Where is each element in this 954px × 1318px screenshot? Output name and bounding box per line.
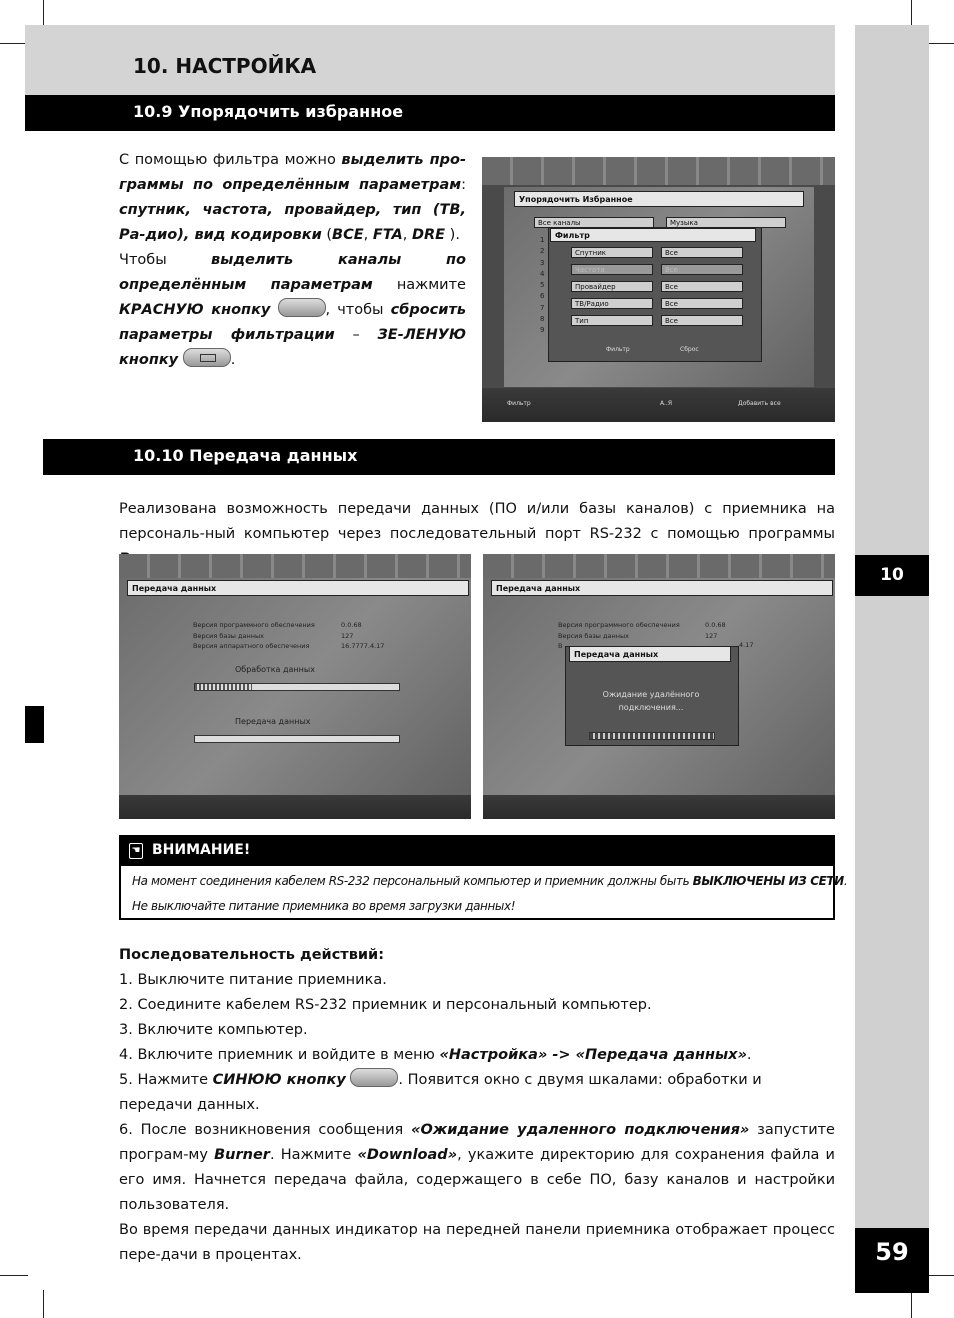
bottom-label-filter: Фильтр — [507, 400, 531, 407]
step-3: 3. Включите компьютер. — [119, 1022, 308, 1038]
chapter-title: 10. НАСТРОЙКА — [133, 54, 317, 78]
section-heading-10-9: 10.9 Упорядочить избранное — [25, 95, 835, 131]
filter-label-satellite: Спутник — [571, 247, 653, 258]
crop-mark — [0, 1275, 28, 1276]
page-number: 59 — [855, 1228, 929, 1293]
waiting-dialog-title: Передача данных — [569, 646, 731, 662]
crop-mark — [926, 43, 954, 44]
step-1: 1. Выключите питание приемника. — [119, 972, 387, 988]
filter-value-satellite: Все — [661, 247, 743, 258]
version-labels: Версия программного обеспечения Версия базы данных Версия аппаратного обеспечения — [193, 621, 315, 650]
filter-value-provider: Все — [661, 281, 743, 292]
side-marker — [25, 706, 44, 743]
right-list-title: Музыка — [666, 217, 786, 228]
version-values: 0.0.68 127 — [705, 621, 726, 640]
notice-heading-bar — [119, 835, 835, 866]
step-5: 5. Нажмите СИНЮЮ кнопку . Появится окно с двумя шкалами: обработки и передачи данных. — [119, 1068, 835, 1118]
section-9-paragraph-1: С помощью фильтра можно выделить про-граммы по определённым параметрам: спутник, частота, провайдер, тип (ТВ, Ра-дио), вид кодировки (ВСЕ, FTA, DRE ). — [119, 152, 466, 243]
steps-title: Последовательность действий: — [119, 947, 385, 963]
bottom-label-add-all: Добавить все — [738, 400, 781, 407]
version-labels: Версия программного обеспечения Версия базы данных В — [558, 621, 680, 650]
section-heading-10-10: 10.10 Передача данных — [43, 439, 835, 475]
section-10-intro: Реализована возможность передачи данных (ПО и/или базы каналов) с приемника на персональ-ный компьютер через последовательный порт RS-232 с помощью программы — [119, 501, 835, 542]
screen-bottom-bar — [119, 795, 471, 819]
bottom-label-az: A..Я — [660, 400, 672, 407]
filter-label-type: Тип — [571, 315, 653, 326]
hand-icon: ☚ — [129, 843, 143, 859]
processing-label: Обработка данных — [235, 665, 315, 674]
filter-button-filter: Фильтр — [606, 346, 630, 353]
filter-button-reset: Сброс — [680, 346, 699, 353]
version-value-hidden: 4.17 — [739, 641, 754, 649]
steps — [119, 943, 835, 1268]
version-values: 0.0.68 127 16.7777.4.17 — [341, 621, 385, 650]
data-transfer-screenshot-left — [119, 554, 471, 819]
screen-bottom-bar — [482, 388, 835, 422]
step-2: 2. Соедините кабелем RS-232 приемник и персональный компьютер. — [119, 997, 652, 1013]
green-button-icon — [183, 348, 231, 367]
crop-mark — [911, 0, 912, 28]
row-numbers: 1 2 3 4 5 6 7 8 9 — [540, 236, 545, 335]
processing-progress-bar — [194, 683, 400, 691]
waiting-dialog-message: Ожидание удалённого подключения... — [602, 690, 700, 712]
final-paragraph: Во время передачи данных индикатор на передней панели приемника отображает процесс пере-дачи в процентах. — [119, 1222, 835, 1263]
side-band — [855, 25, 929, 1293]
notice-line-2: Не выключайте питание приемника во время загрузки данных! — [132, 899, 516, 913]
filter-label-frequency: Частота — [571, 264, 653, 275]
menu-toolbar — [483, 554, 835, 578]
favourites-screenshot — [482, 157, 835, 422]
chapter-tab: 10 — [855, 555, 929, 596]
crop-mark — [43, 0, 44, 28]
filter-label-provider: Провайдер — [571, 281, 653, 292]
red-button-icon — [278, 298, 326, 317]
crop-mark — [43, 1290, 44, 1318]
screen-bottom-bar — [483, 795, 835, 819]
crop-mark — [926, 1275, 954, 1276]
filter-value-tvradio: Все — [661, 298, 743, 309]
data-transfer-screenshot-right — [483, 554, 835, 819]
filter-value-frequency: Все — [661, 264, 743, 275]
filter-value-type: Все — [661, 315, 743, 326]
filter-dialog-title: Фильтр — [550, 228, 756, 242]
crop-mark — [0, 43, 28, 44]
processing-progress-fill — [195, 684, 252, 690]
crop-mark — [911, 1290, 912, 1318]
section-9-paragraph-2: Чтобы выделить каналы по определённым параметрам нажмите КРАСНУЮ кнопку , чтобы сбросить параметры фильтрации – ЗЕ-ЛЕНУЮ кнопку . — [119, 252, 467, 368]
left-list-title: Все каналы — [534, 217, 654, 228]
waiting-progress-bar — [589, 732, 715, 740]
transfer-label: Передача данных — [235, 717, 311, 726]
transfer-progress-bar — [194, 735, 400, 743]
menu-toolbar — [119, 554, 471, 578]
blue-button-icon — [350, 1068, 398, 1087]
filter-label-tvradio: ТВ/Радио — [571, 298, 653, 309]
step-4: 4. Включите приемник и войдите в меню «Настройка» -> «Передача данных». — [119, 1047, 752, 1063]
screen-title: Передача данных — [127, 580, 469, 596]
notice-line-1: На момент соединения кабелем RS-232 персональный компьютер и приемник должны быть ВЫКЛЮЧЕНЫ ИЗ СЕТИ. — [132, 874, 848, 888]
notice-heading: ВНИМАНИЕ! — [152, 842, 251, 858]
step-6: 6. После возникновения сообщения «Ожидание удаленного подключения» запустите програм-му Burner. Нажмите «Download», укажите директорию для сохранения файла и его имя. Начнется передача файла, содержащего в себе ПО, базу каналов и настройки пользователя. — [119, 1122, 835, 1213]
screen-title: Упорядочить Избранное — [514, 191, 804, 207]
menu-toolbar — [482, 157, 835, 185]
notice-body — [119, 866, 848, 920]
screen-title: Передача данных — [491, 580, 833, 596]
